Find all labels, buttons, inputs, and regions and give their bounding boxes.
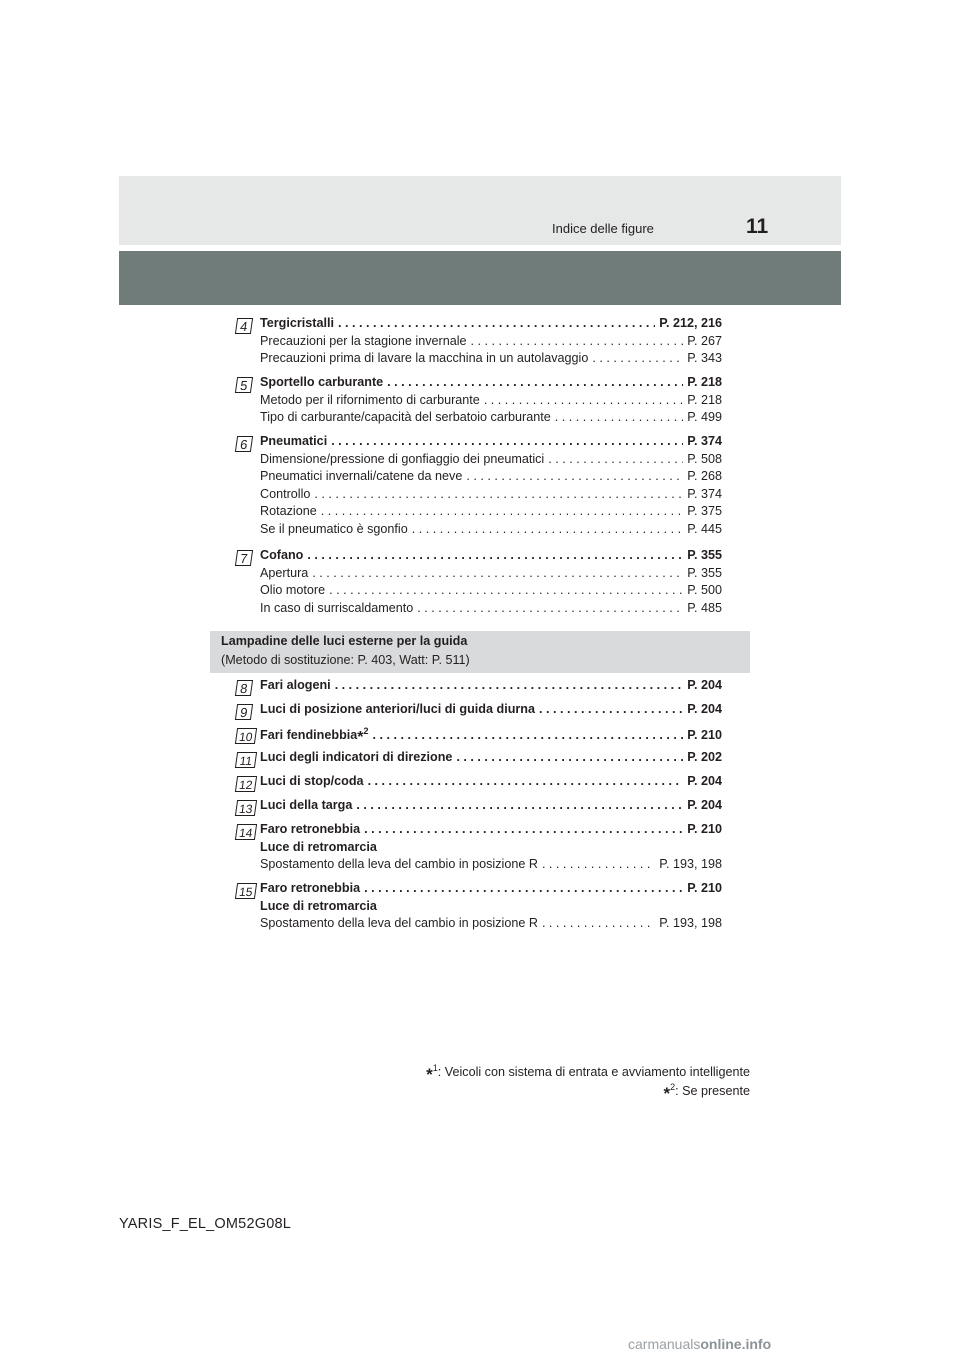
footnote-star: * — [663, 1084, 671, 1103]
entry-label-text: Fari fendinebbia — [260, 728, 358, 742]
lamp-entry-15 — [236, 881, 722, 934]
entry-subheading: Luce di retromarcia — [260, 898, 377, 913]
index-group-4 — [236, 316, 722, 369]
callout-badge: 13 — [235, 800, 257, 816]
leader-dots — [555, 410, 683, 424]
lamp-entry-11 — [236, 750, 722, 768]
entry-page: P. 212, 216 — [659, 316, 722, 330]
entry-page: P. 508 — [687, 451, 722, 466]
leader-dots — [417, 601, 683, 615]
entry-label: Faro retronebbia — [260, 822, 361, 836]
leader-dots — [484, 393, 683, 407]
entry-label: Metodo per il rifornimento di carburante — [260, 392, 480, 407]
index-entry[interactable] — [260, 881, 722, 899]
leader-dots — [539, 702, 683, 716]
index-entry[interactable] — [260, 857, 722, 875]
entry-label: Spostamento della leva del cambio in posizione R — [260, 857, 538, 871]
entry-label: Se il pneumatico è sgonfio — [260, 521, 408, 536]
index-entry[interactable] — [260, 750, 722, 768]
entry-page: P. 374 — [687, 486, 722, 501]
callout-badge: 6 — [235, 436, 253, 452]
entry-label: Luci degli indicatori di direzione — [260, 750, 453, 764]
entry-label: Precauzioni prima di lavare la macchina in un autolavaggio — [260, 351, 589, 365]
leader-dots — [387, 375, 683, 389]
watermark-right: online.info — [700, 1336, 772, 1352]
entry-page: P. 343 — [687, 351, 722, 365]
index-entry[interactable] — [260, 393, 722, 411]
entry-label: Cofano — [260, 548, 304, 562]
entry-page: P. 445 — [687, 521, 722, 536]
index-entry[interactable] — [260, 583, 722, 601]
entry-page: P. 485 — [687, 600, 722, 615]
index-entry[interactable] — [260, 726, 722, 744]
footnote-star: * — [426, 1065, 433, 1084]
leader-dots — [373, 728, 684, 742]
entry-subheading: Luce di retromarcia — [260, 839, 377, 854]
entry-label — [260, 726, 369, 744]
index-entry[interactable] — [260, 601, 722, 619]
lamp-section-box — [210, 631, 750, 673]
entry-label: Tipo di carburante/capacità del serbatoio carburante — [260, 410, 551, 424]
leader-dots — [321, 504, 683, 518]
entry-page: P. 267 — [687, 333, 722, 348]
entry-label: Rotazione — [260, 504, 317, 518]
leader-dots — [471, 334, 684, 348]
entry-label: Spostamento della leva del cambio in posizione R — [260, 916, 538, 930]
watermark-left: carmanuals — [628, 1336, 701, 1352]
footnote-ref: 2 — [363, 725, 369, 736]
leader-dots — [412, 522, 683, 536]
entry-label: Apertura — [260, 565, 309, 580]
leader-dots — [548, 452, 683, 466]
entry-page: P. 204 — [687, 798, 722, 812]
index-entry[interactable] — [260, 410, 722, 428]
index-entry[interactable] — [260, 774, 722, 792]
leader-dots — [312, 566, 683, 580]
header-dark-band — [119, 251, 841, 305]
callout-badge: 10 — [235, 728, 257, 744]
callout-badge: 9 — [235, 704, 253, 720]
entry-label: Precauzioni per la stagione invernale — [260, 333, 467, 348]
footnote — [426, 1062, 750, 1084]
leader-dots — [331, 434, 683, 448]
index-entry[interactable] — [260, 822, 722, 840]
lamp-section-subtitle: (Metodo di sostituzione: P. 403, Watt: P. 511) — [221, 653, 470, 667]
entry-page: P. 355 — [687, 565, 722, 580]
document-code: YARIS_F_EL_OM52G08L — [119, 1216, 291, 1232]
leader-dots — [368, 774, 684, 788]
leader-dots — [314, 487, 683, 501]
entry-page: P. 218 — [687, 375, 722, 389]
callout-badge: 7 — [235, 550, 253, 566]
entry-page: P. 193, 198 — [659, 916, 722, 930]
leader-dots — [592, 351, 683, 365]
footnote-number: 2 — [670, 1081, 676, 1092]
index-entry[interactable] — [260, 548, 722, 566]
entry-label: Luci di posizione anteriori/luci di guida diurna — [260, 702, 535, 716]
index-group-6 — [236, 434, 722, 539]
entry-label: Luci di stop/coda — [260, 774, 364, 788]
section-title: Indice delle figure — [552, 221, 654, 236]
leader-dots — [356, 798, 683, 812]
lamp-entry-10 — [236, 726, 722, 744]
callout-badge: 12 — [235, 776, 257, 792]
callout-badge: 11 — [235, 752, 257, 768]
index-group-5 — [236, 375, 722, 428]
leader-dots — [542, 916, 655, 930]
lamp-entry-14 — [236, 822, 722, 875]
footnote-number: 1 — [432, 1062, 438, 1073]
leader-dots — [329, 583, 683, 597]
footnote-text: : Veicoli con sistema di entrata e avviamento intelligente — [437, 1065, 750, 1079]
entry-page: P. 204 — [687, 702, 722, 716]
entry-label: Dimensione/pressione di gonfiaggio dei pneumatici — [260, 451, 545, 466]
page-number: 11 — [746, 215, 769, 238]
header-band — [119, 176, 841, 245]
entry-page: P. 193, 198 — [659, 857, 722, 871]
index-entry[interactable] — [260, 522, 722, 540]
index-entry[interactable] — [260, 334, 722, 352]
index-entry[interactable] — [260, 487, 722, 505]
index-entry[interactable] — [260, 702, 722, 720]
entry-label: Faro retronebbia — [260, 881, 361, 895]
entry-label: In caso di surriscaldamento — [260, 600, 414, 615]
entry-label: Luci della targa — [260, 798, 353, 812]
lamp-entry-8 — [236, 678, 722, 696]
lamp-entry-9 — [236, 702, 722, 720]
index-entry[interactable] — [260, 351, 722, 369]
entry-page: P. 375 — [687, 504, 722, 518]
index-entry[interactable] — [260, 504, 722, 522]
footnote-text: : Se presente — [675, 1084, 750, 1098]
entry-page: P. 210 — [687, 822, 722, 836]
index-entry[interactable] — [260, 566, 722, 584]
leader-dots — [466, 469, 683, 483]
footnote-star: * — [357, 729, 364, 746]
entry-page: P. 210 — [687, 728, 722, 742]
index-entry[interactable] — [260, 375, 722, 393]
lamp-section-title: Lampadine delle luci esterne per la guida — [221, 634, 468, 648]
index-entry[interactable] — [260, 678, 722, 696]
callout-badge: 15 — [235, 883, 257, 899]
lamp-entry-13 — [236, 798, 722, 816]
callout-badge: 8 — [235, 680, 253, 696]
entry-page: P. 500 — [687, 583, 722, 597]
leader-dots — [456, 750, 683, 764]
index-entry[interactable] — [260, 916, 722, 934]
entry-page: P. 499 — [687, 410, 722, 424]
entry-label: Pneumatici — [260, 434, 328, 448]
callout-badge: 14 — [235, 824, 257, 840]
leader-dots — [335, 678, 684, 692]
leader-dots — [338, 316, 655, 330]
entry-page: P. 268 — [687, 469, 722, 483]
footnote — [426, 1081, 750, 1103]
entry-label: Olio motore — [260, 583, 326, 597]
footnotes — [426, 1062, 750, 1103]
index-group-7 — [236, 548, 722, 618]
leader-dots — [307, 548, 683, 562]
entry-page: P. 218 — [687, 392, 722, 407]
entry-label: Tergicristalli — [260, 316, 334, 330]
entry-label: Controllo — [260, 486, 311, 501]
leader-dots — [364, 881, 683, 895]
entry-page: P. 204 — [687, 774, 722, 788]
leader-dots — [364, 822, 683, 836]
index-entry[interactable] — [260, 434, 722, 452]
entry-page: P. 210 — [687, 881, 722, 895]
index-entry[interactable] — [260, 316, 722, 334]
entry-page: P. 355 — [687, 548, 722, 562]
index-entry[interactable] — [260, 452, 722, 470]
entry-label: Pneumatici invernali/catene da neve — [260, 469, 463, 483]
index-entry[interactable] — [260, 798, 722, 816]
index-entry[interactable] — [260, 469, 722, 487]
watermark — [628, 1336, 771, 1352]
entry-page: P. 202 — [687, 750, 722, 764]
entry-page: P. 374 — [687, 434, 722, 448]
callout-badge: 4 — [235, 318, 253, 334]
lamp-entry-12 — [236, 774, 722, 792]
leader-dots — [542, 857, 655, 871]
entry-label: Fari alogeni — [260, 678, 331, 692]
entry-label: Sportello carburante — [260, 375, 384, 389]
callout-badge: 5 — [235, 377, 253, 393]
entry-page: P. 204 — [687, 678, 722, 692]
